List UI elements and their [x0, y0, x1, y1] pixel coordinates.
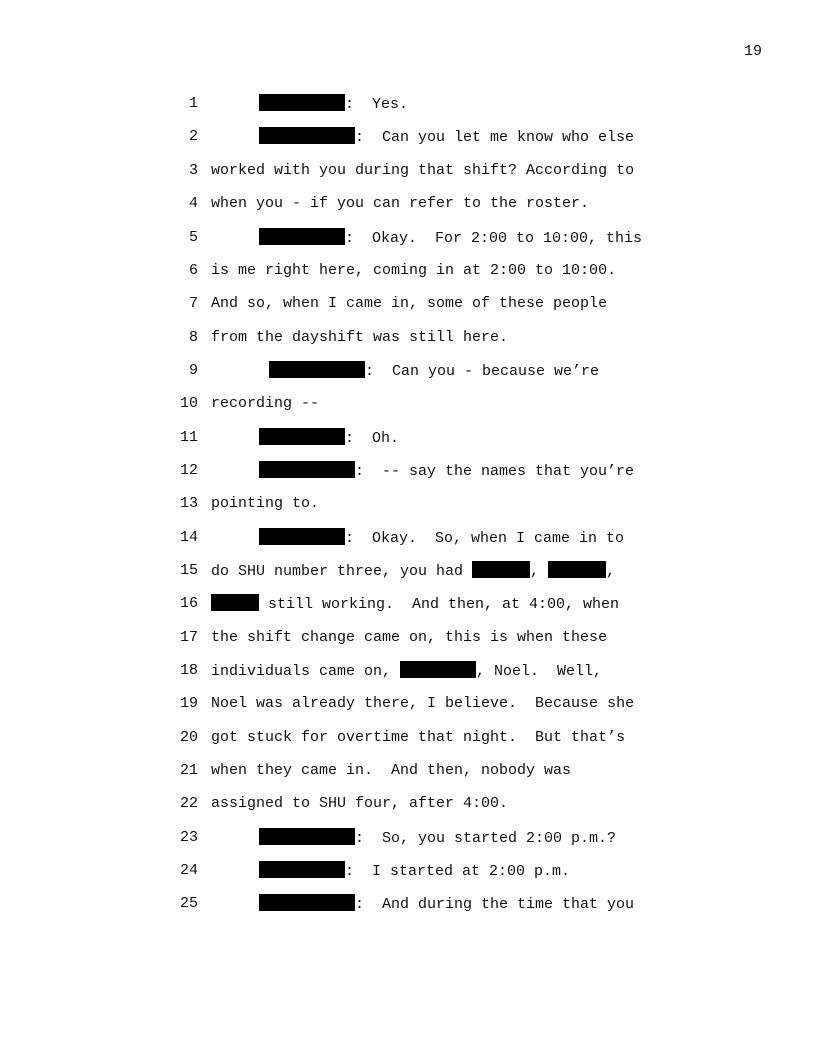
line-text [259, 428, 399, 449]
line-number: 25 [180, 895, 199, 912]
speaker-name-redaction [259, 894, 355, 911]
line-segment: when you - if you can refer to the roster. [211, 195, 590, 212]
speaker-text: : And during the time that you [355, 896, 635, 913]
line-number: 6 [188, 262, 198, 279]
name-redaction [400, 661, 476, 678]
line-number: 8 [188, 329, 198, 346]
line-number: 15 [180, 562, 199, 579]
line-number: 1 [188, 95, 198, 112]
line-text [211, 561, 615, 582]
speaker-name-redaction [259, 828, 355, 845]
transcript-line [0, 94, 816, 114]
transcript-line [0, 394, 816, 414]
transcript-line [0, 761, 816, 781]
line-number: 7 [188, 295, 198, 312]
speaker-text: : Okay. For 2:00 to 10:00, this [345, 230, 643, 247]
line-segment: from the dayshift was still here. [211, 329, 509, 346]
transcript-line [0, 127, 816, 147]
line-text [259, 861, 570, 882]
line-segment: when they came in. And then, nobody was [211, 762, 572, 779]
line-text [211, 761, 571, 781]
page-number: 19 [744, 43, 763, 60]
line-segment: is me right here, coming in at 2:00 to 10:00. [211, 262, 617, 279]
line-number: 9 [188, 362, 198, 379]
transcript-line [0, 628, 816, 648]
transcript-line [0, 661, 816, 681]
line-text [259, 894, 634, 915]
transcript-line [0, 261, 816, 281]
name-redaction [211, 594, 259, 611]
line-segment: , Noel. Well, [476, 663, 603, 680]
line-text [211, 161, 634, 181]
speaker-text: : -- say the names that you’re [355, 463, 635, 480]
line-number: 5 [188, 229, 198, 246]
speaker-name-redaction [259, 861, 345, 878]
transcript-line [0, 694, 816, 714]
speaker-name-redaction [259, 127, 355, 144]
line-segment: , [530, 563, 549, 580]
line-number: 20 [180, 729, 199, 746]
line-text [211, 328, 508, 348]
line-number: 14 [180, 529, 199, 546]
line-segment: , [606, 563, 616, 580]
transcript-line [0, 594, 816, 614]
line-text [211, 294, 607, 314]
transcript-line [0, 794, 816, 814]
line-number: 12 [180, 462, 199, 479]
line-segment: worked with you during that shift? According to [211, 162, 635, 179]
name-redaction [548, 561, 606, 578]
line-text [211, 694, 634, 714]
speaker-text: : Oh. [345, 430, 400, 447]
transcript-line [0, 294, 816, 314]
transcript-line [0, 328, 816, 348]
line-number: 13 [180, 495, 199, 512]
transcript-line [0, 728, 816, 748]
line-text [259, 94, 408, 115]
line-number: 16 [180, 595, 199, 612]
line-text [259, 528, 624, 549]
transcript-line [0, 228, 816, 248]
line-number: 18 [180, 662, 199, 679]
line-segment: recording -- [211, 395, 320, 412]
line-number: 2 [188, 128, 198, 145]
transcript-line [0, 194, 816, 214]
line-segment: assigned to SHU four, after 4:00. [211, 795, 509, 812]
line-number: 19 [180, 695, 199, 712]
line-segment: got stuck for overtime that night. But that’s [211, 729, 626, 746]
line-text [211, 594, 619, 615]
line-segment: individuals came on, [211, 663, 401, 680]
transcript-line [0, 561, 816, 581]
line-number: 4 [188, 195, 198, 212]
line-text [211, 628, 607, 648]
line-number: 24 [180, 862, 199, 879]
line-text [259, 828, 616, 849]
speaker-text: : Yes. [345, 96, 409, 113]
line-segment: the shift change came on, this is when these [211, 629, 608, 646]
line-number: 22 [180, 795, 199, 812]
transcript-line [0, 861, 816, 881]
transcript-line [0, 428, 816, 448]
speaker-name-redaction [259, 528, 345, 545]
line-segment: still working. And then, at 4:00, when [259, 596, 620, 613]
line-text [211, 794, 508, 814]
line-text [259, 127, 634, 148]
line-segment: Noel was already there, I believe. Because she [211, 695, 635, 712]
transcript-line [0, 494, 816, 514]
transcript-line [0, 361, 816, 381]
transcript-line [0, 461, 816, 481]
speaker-name-redaction [259, 461, 355, 478]
line-text [211, 261, 616, 281]
line-text [211, 661, 602, 682]
line-segment: pointing to. [211, 495, 320, 512]
transcript-line [0, 528, 816, 548]
line-number: 23 [180, 829, 199, 846]
line-number: 21 [180, 762, 199, 779]
speaker-name-redaction [259, 228, 345, 245]
speaker-name-redaction [269, 361, 365, 378]
name-redaction [472, 561, 530, 578]
transcript-line [0, 161, 816, 181]
line-number: 17 [180, 629, 199, 646]
line-text [259, 228, 642, 249]
line-text [259, 461, 634, 482]
transcript-line [0, 894, 816, 914]
line-text [211, 194, 589, 214]
speaker-text: : Okay. So, when I came in to [345, 530, 625, 547]
line-segment: do SHU number three, you had [211, 563, 473, 580]
line-number: 3 [188, 162, 198, 179]
line-text [211, 494, 319, 514]
line-text [269, 361, 599, 382]
transcript-line [0, 828, 816, 848]
speaker-text: : Can you let me know who else [355, 129, 635, 146]
line-segment: And so, when I came in, some of these people [211, 295, 608, 312]
line-number: 10 [180, 395, 199, 412]
speaker-text: : Can you - because we’re [365, 363, 600, 380]
line-text [211, 394, 319, 414]
line-number: 11 [180, 429, 199, 446]
speaker-name-redaction [259, 428, 345, 445]
speaker-text: : I started at 2:00 p.m. [345, 863, 571, 880]
line-text [211, 728, 625, 748]
speaker-text: : So, you started 2:00 p.m.? [355, 830, 617, 847]
speaker-name-redaction [259, 94, 345, 111]
